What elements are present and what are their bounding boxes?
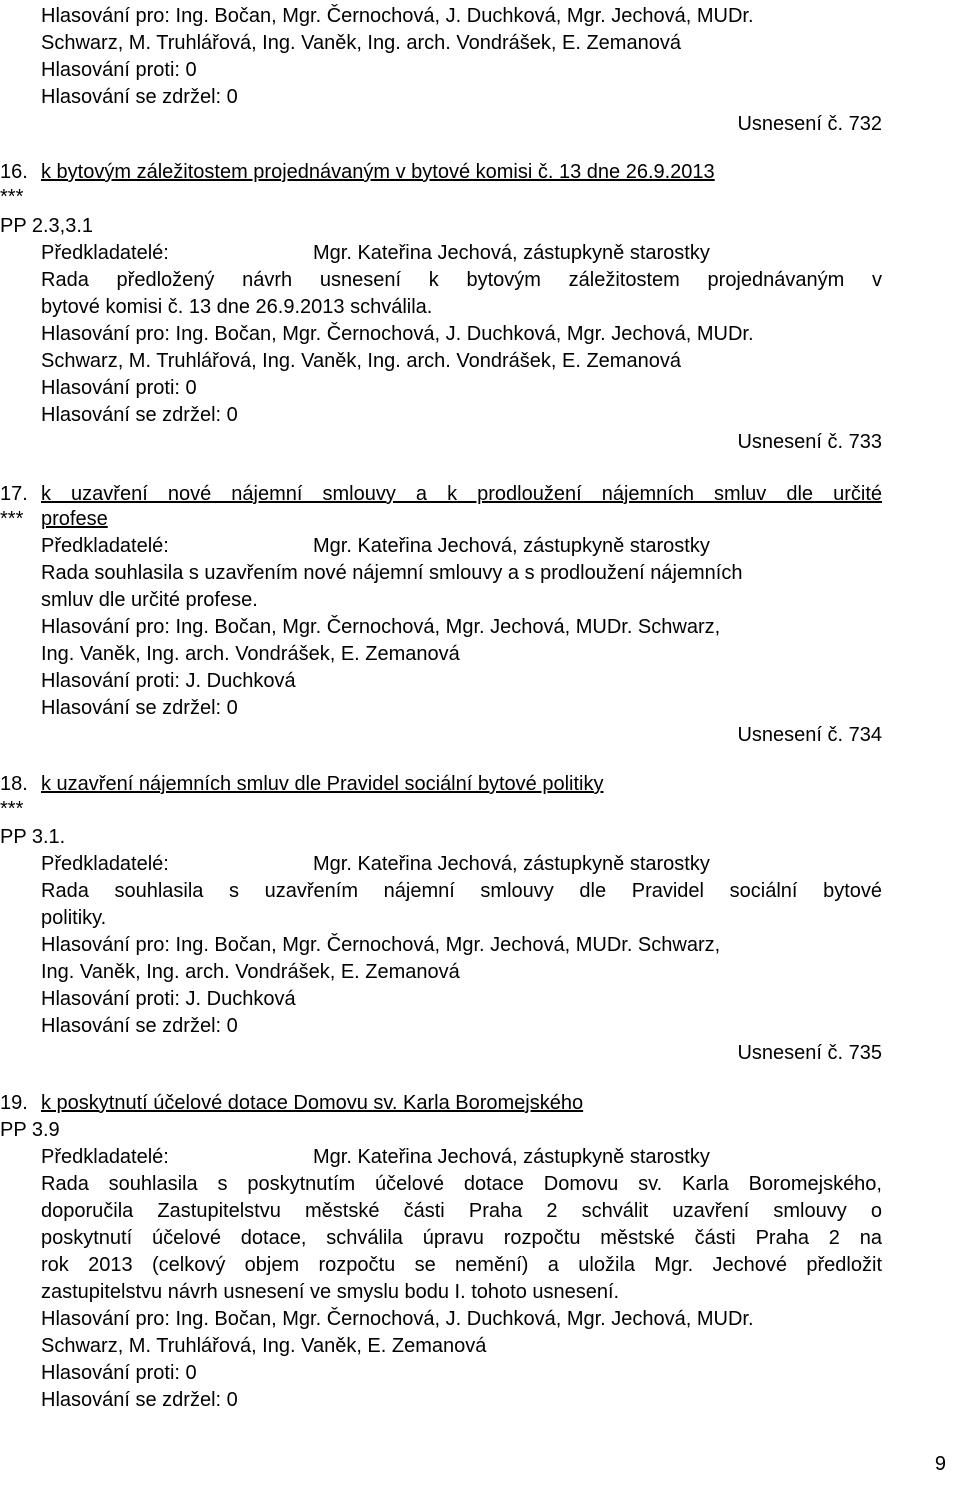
item-title: k poskytnutí účelové dotace Domovu sv. Karla Boromejského bbox=[41, 1092, 584, 1114]
resolution-number: Usnesení č. 734 bbox=[737, 724, 882, 746]
resolution-number: Usnesení č. 732 bbox=[737, 113, 882, 135]
vote-against-line: Hlasování proti: 0 bbox=[41, 1362, 197, 1384]
resolution-text: smluv dle určité profese. bbox=[41, 589, 258, 611]
abstain-line: Hlasování se zdržel: 0 bbox=[41, 86, 238, 108]
vote-for-line: Schwarz, M. Truhlářová, Ing. Vaněk, Ing. arch. Vondrášek, E. Zemanová bbox=[41, 350, 681, 372]
presenter-label: Předkladatelé: bbox=[41, 853, 169, 875]
abstain-line: Hlasování se zdržel: 0 bbox=[41, 404, 238, 426]
presenter-label: Předkladatelé: bbox=[41, 1146, 169, 1168]
resolution-text: Rada souhlasila s poskytnutím účelové dotace Domovu sv. Karla Boromejského, bbox=[41, 1173, 882, 1195]
item-number: 16. bbox=[0, 161, 28, 183]
vote-for-line: Schwarz, M. Truhlářová, Ing. Vaněk, Ing. arch. Vondrášek, E. Zemanová bbox=[41, 32, 681, 54]
vote-for-line: Hlasování pro: Ing. Bočan, Mgr. Černochová, Mgr. Jechová, MUDr. Schwarz, bbox=[41, 616, 721, 638]
abstain-line: Hlasování se zdržel: 0 bbox=[41, 1015, 238, 1037]
item-title: profese bbox=[41, 508, 108, 530]
presenter-label: Předkladatelé: bbox=[41, 535, 169, 557]
resolution-text: doporučila Zastupitelstvu městské části Praha 2 schválit uzavření smlouvy o bbox=[41, 1200, 882, 1222]
resolution-number: Usnesení č. 733 bbox=[737, 431, 882, 453]
resolution-text: politiky. bbox=[41, 907, 107, 929]
item-number: 17. bbox=[0, 483, 28, 505]
presenter-name: Mgr. Kateřina Jechová, zástupkyně starostky bbox=[313, 1146, 710, 1168]
resolution-text: bytové komisi č. 13 dne 26.9.2013 schválila. bbox=[41, 296, 433, 318]
stars-marker: *** bbox=[0, 508, 24, 530]
resolution-text: Rada souhlasila s uzavřením nájemní smlouvy dle Pravidel sociální bytové bbox=[41, 880, 882, 902]
vote-for-line: Schwarz, M. Truhlářová, Ing. Vaněk, E. Zemanová bbox=[41, 1335, 487, 1357]
item-title: k uzavření nájemních smluv dle Pravidel sociální bytové politiky bbox=[41, 773, 604, 795]
vote-against-line: Hlasování proti: J. Duchková bbox=[41, 988, 296, 1010]
vote-for-line: Hlasování pro: Ing. Bočan, Mgr. Černochová, Mgr. Jechová, MUDr. Schwarz, bbox=[41, 934, 721, 956]
vote-against-line: Hlasování proti: 0 bbox=[41, 59, 197, 81]
vote-for-line: Hlasování pro: Ing. Bočan, Mgr. Černochová, J. Duchková, Mgr. Jechová, MUDr. bbox=[41, 5, 754, 27]
resolution-text: zastupitelstvu návrh usnesení ve smyslu bodu I. tohoto usnesení. bbox=[41, 1281, 620, 1303]
pp-reference: PP 3.9 bbox=[0, 1119, 60, 1141]
resolution-text: poskytnutí účelové dotace, schválila úpravu rozpočtu městské části Praha 2 na bbox=[41, 1227, 882, 1249]
stars-marker: *** bbox=[0, 798, 24, 820]
vote-for-line: Ing. Vaněk, Ing. arch. Vondrášek, E. Zemanová bbox=[41, 643, 460, 665]
vote-for-line: Ing. Vaněk, Ing. arch. Vondrášek, E. Zemanová bbox=[41, 961, 460, 983]
resolution-number: Usnesení č. 735 bbox=[737, 1042, 882, 1064]
presenter-name: Mgr. Kateřina Jechová, zástupkyně starostky bbox=[313, 535, 710, 557]
item-title: k bytovým záležitostem projednávaným v bytové komisi č. 13 dne 26.9.2013 bbox=[41, 161, 715, 183]
pp-reference: PP 2.3,3.1 bbox=[0, 215, 94, 237]
item-number: 18. bbox=[0, 773, 28, 795]
presenter-label: Předkladatelé: bbox=[41, 242, 169, 264]
presenter-name: Mgr. Kateřina Jechová, zástupkyně starostky bbox=[313, 853, 710, 875]
page-number: 9 bbox=[934, 1453, 946, 1475]
item-number: 19. bbox=[0, 1092, 28, 1114]
pp-reference: PP 3.1. bbox=[0, 826, 66, 848]
resolution-text: Rada předložený návrh usnesení k bytovým záležitostem projednávaným v bbox=[41, 269, 882, 291]
item-title: k uzavření nové nájemní smlouvy a k prodloužení nájemních smluv dle určité bbox=[41, 483, 882, 505]
vote-against-line: Hlasování proti: 0 bbox=[41, 377, 197, 399]
presenter-name: Mgr. Kateřina Jechová, zástupkyně starostky bbox=[313, 242, 710, 264]
resolution-text: Rada souhlasila s uzavřením nové nájemní smlouvy a s prodloužení nájemních bbox=[41, 562, 743, 584]
vote-against-line: Hlasování proti: J. Duchková bbox=[41, 670, 296, 692]
abstain-line: Hlasování se zdržel: 0 bbox=[41, 1389, 238, 1411]
resolution-text: rok 2013 (celkový objem rozpočtu se nemění) a uložila Mgr. Jechové předložit bbox=[41, 1254, 882, 1276]
vote-for-line: Hlasování pro: Ing. Bočan, Mgr. Černochová, J. Duchková, Mgr. Jechová, MUDr. bbox=[41, 1308, 754, 1330]
abstain-line: Hlasování se zdržel: 0 bbox=[41, 697, 238, 719]
stars-marker: *** bbox=[0, 186, 24, 208]
vote-for-line: Hlasování pro: Ing. Bočan, Mgr. Černochová, J. Duchková, Mgr. Jechová, MUDr. bbox=[41, 323, 754, 345]
